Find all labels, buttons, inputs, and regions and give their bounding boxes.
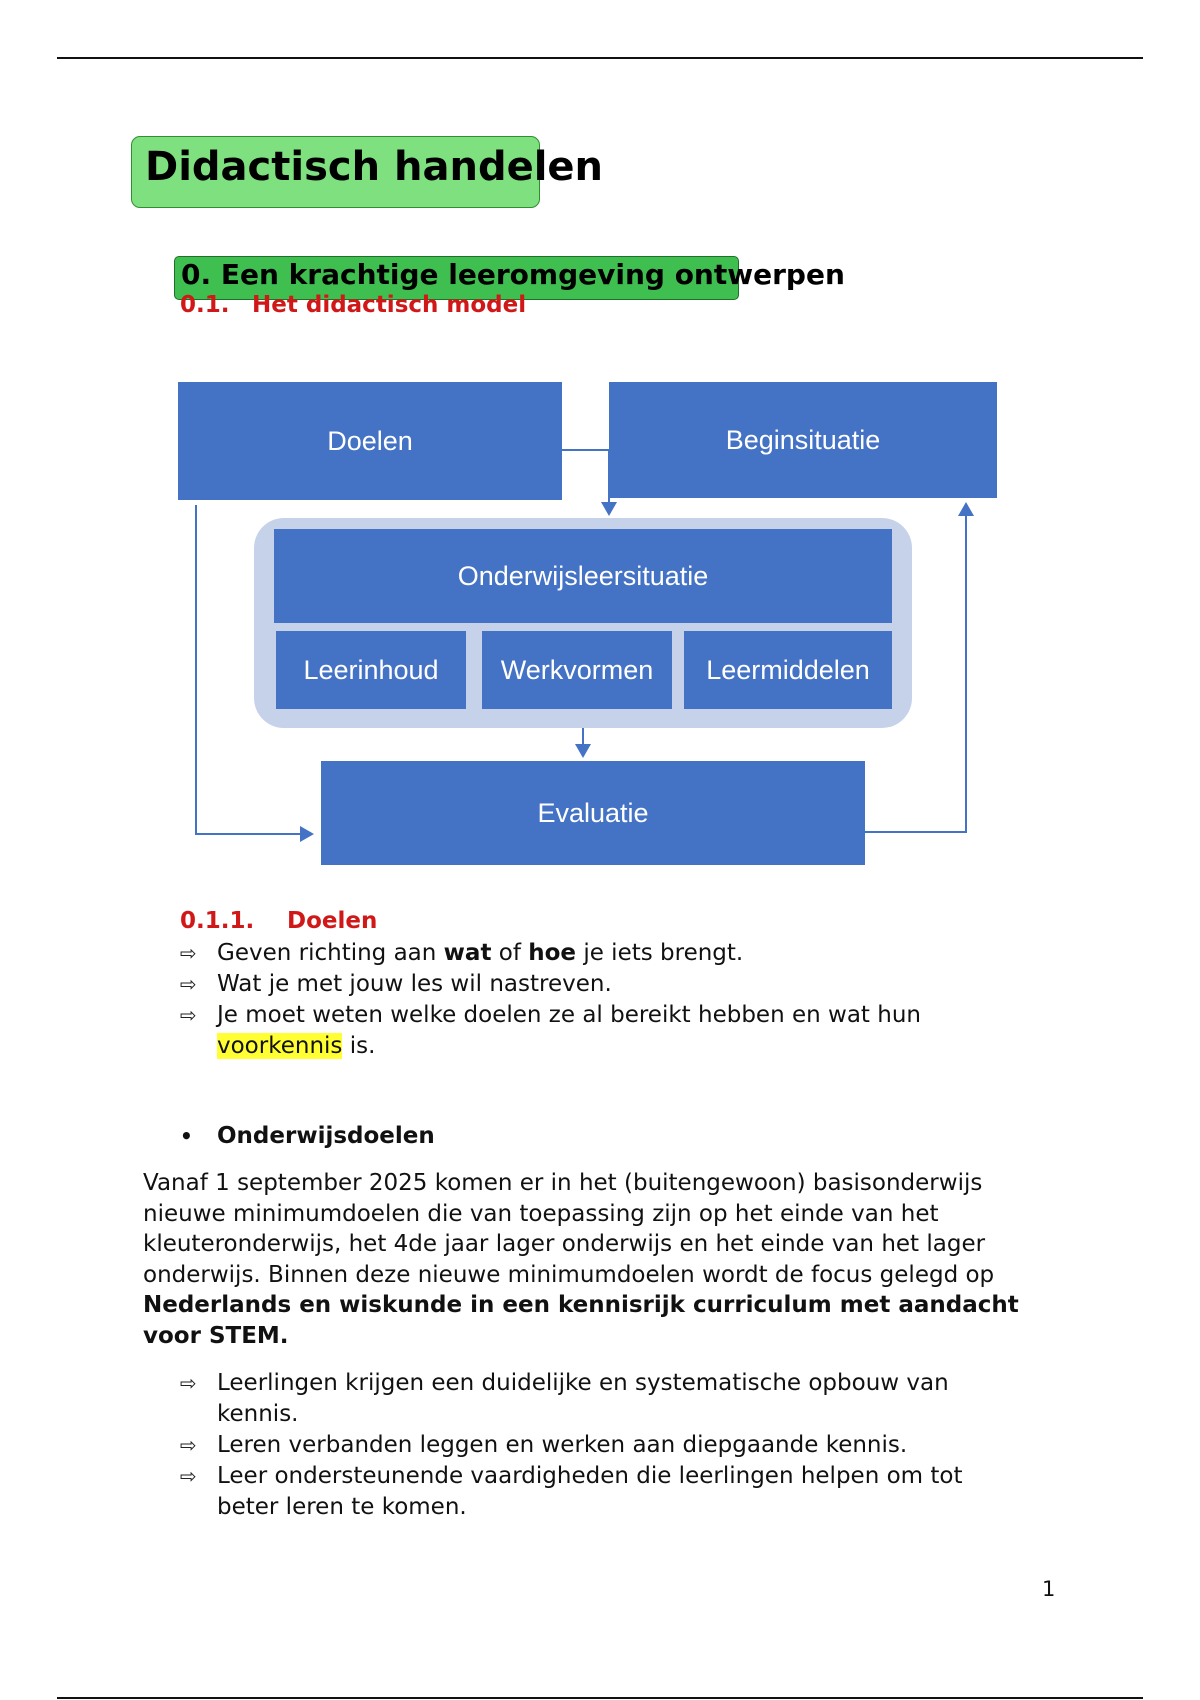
doelen-list bbox=[180, 938, 980, 1062]
box-leerinhoud: Leerinhoud bbox=[276, 631, 466, 709]
list-item: ⇨ Je moet weten welke doelen ze al bereikt hebben en wat hun voorkennis is. bbox=[180, 1002, 921, 1059]
list-item: ⇨ Wat je met jouw les wil nastreven. bbox=[180, 969, 980, 1000]
paragraph-bold: Nederlands en wiskunde in een kennisrijk curriculum met aandacht voor STEM. bbox=[143, 1292, 1019, 1349]
box-evaluatie: Evaluatie bbox=[321, 761, 865, 865]
box-leermiddelen: Leermiddelen bbox=[684, 631, 892, 709]
arrow-icon: ⇨ bbox=[180, 1433, 197, 1457]
box-beginsituatie: Beginsituatie bbox=[609, 382, 997, 498]
list-item: ⇨ Leren verbanden leggen en werken aan diepgaande kennis. bbox=[180, 1430, 1000, 1461]
subsubsection-heading bbox=[180, 908, 377, 934]
body-paragraph: Vanaf 1 september 2025 komen er in het (buitengewoon) basisonderwijs nieuwe minimumdoelen die van toepassing zijn op het einde van het kleuteronderwijs, het 4de jaar lager onderwijs en het einde van het lager onderwijs. Binnen deze nieuwe minimumdoelen wordt de focus gelegd op Nederlands en wiskunde in een kennisrijk curriculum met aandacht voor STEM. bbox=[143, 1170, 1019, 1349]
subsubsection-title: Doelen bbox=[287, 908, 378, 934]
arrow-icon: ⇨ bbox=[180, 941, 197, 965]
page-number: 1 bbox=[1042, 1577, 1056, 1601]
subsection-heading bbox=[180, 292, 526, 318]
bullet-icon: • bbox=[180, 1124, 193, 1148]
bullet-onderwijsdoelen: • Onderwijsdoelen bbox=[180, 1123, 435, 1149]
top-rule bbox=[57, 57, 1143, 59]
arrow-icon: ⇨ bbox=[180, 972, 197, 996]
subsection-title: Het didactisch model bbox=[252, 292, 527, 318]
arrow-icon: ⇨ bbox=[180, 1464, 197, 1488]
list-item: ⇨ Leerlingen krijgen een duidelijke en systematische opbouw van kennis. bbox=[180, 1370, 949, 1427]
box-onderwijsleersituatie: Onderwijsleersituatie bbox=[274, 529, 892, 623]
subsubsection-number: 0.1.1. bbox=[180, 908, 255, 934]
box-doelen: Doelen bbox=[178, 382, 562, 500]
document-title: Didactisch handelen bbox=[145, 144, 604, 190]
didactic-model-diagram bbox=[168, 372, 1016, 872]
onderwijsdoelen-list bbox=[180, 1368, 1000, 1523]
section-heading: 0. Een krachtige leeromgeving ontwerpen bbox=[181, 258, 845, 291]
box-werkvormen: Werkvormen bbox=[482, 631, 672, 709]
connector-top bbox=[562, 450, 609, 514]
highlighted-term: voorkennis bbox=[217, 1033, 343, 1059]
subsection-number: 0.1. bbox=[180, 292, 230, 318]
arrow-icon: ⇨ bbox=[180, 1371, 197, 1395]
list-item: ⇨ Geven richting aan wat of hoe je iets brengt. bbox=[180, 938, 980, 969]
arrow-icon: ⇨ bbox=[180, 1003, 197, 1027]
list-item: ⇨ Leer ondersteunende vaardigheden die leerlingen helpen om tot beter leren te komen. bbox=[180, 1463, 963, 1520]
bottom-rule bbox=[57, 1697, 1143, 1699]
